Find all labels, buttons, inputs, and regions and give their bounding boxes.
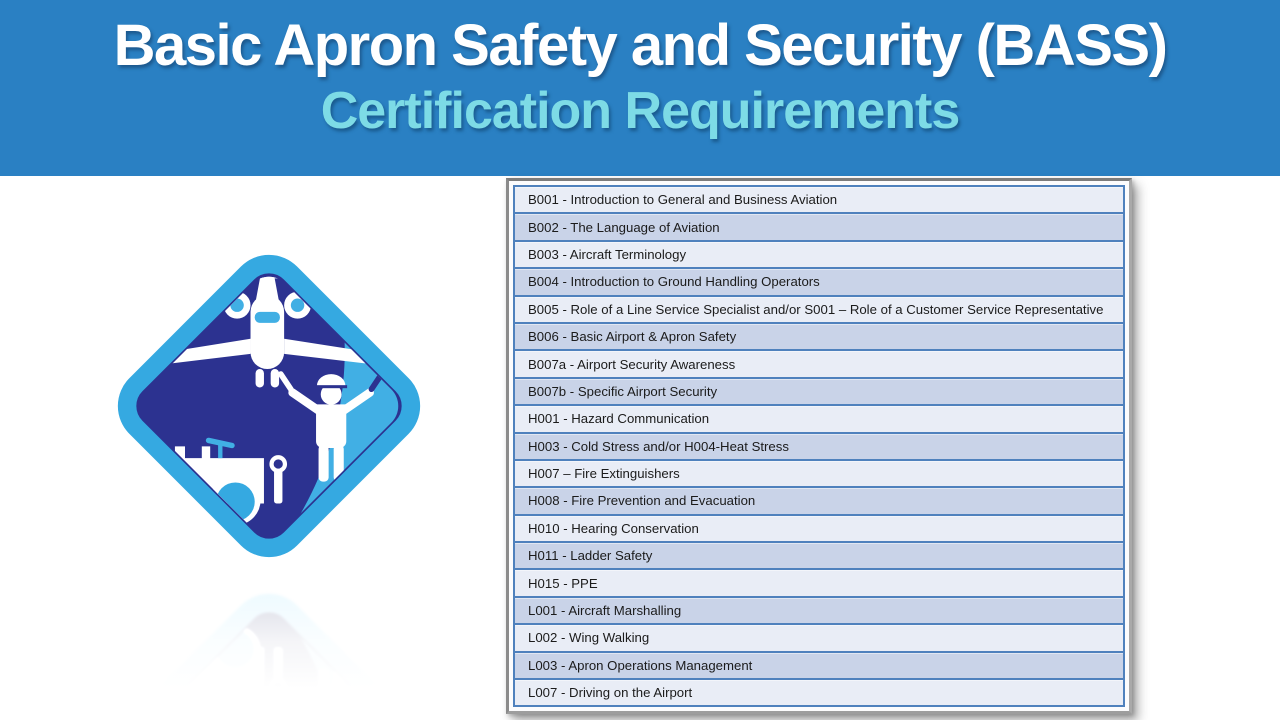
reflection-fade [80, 577, 460, 720]
course-row: H003 - Cold Stress and/or H004-Heat Stress [513, 432, 1125, 461]
course-row: B007a - Airport Security Awareness [513, 349, 1125, 378]
course-row: B004 - Introduction to Ground Handling Operators [513, 267, 1125, 296]
course-row: L001 - Aircraft Marshalling [513, 596, 1125, 625]
course-table [506, 178, 1132, 714]
course-row: H015 - PPE [513, 568, 1125, 597]
course-row: H010 - Hearing Conservation [513, 514, 1125, 543]
header-banner [0, 0, 1280, 176]
course-row: B002 - The Language of Aviation [513, 212, 1125, 241]
course-row: L007 - Driving on the Airport [513, 678, 1125, 707]
course-row: B001 - Introduction to General and Business Aviation [513, 185, 1125, 214]
course-row: B007b - Specific Airport Security [513, 377, 1125, 406]
course-row: H001 - Hazard Communication [513, 404, 1125, 433]
course-row: L003 - Apron Operations Management [513, 651, 1125, 680]
course-row: H011 - Ladder Safety [513, 541, 1125, 570]
slide-subtitle: Certification Requirements [320, 82, 960, 140]
course-row: B005 - Role of a Line Service Specialist and/or S001 – Role of a Customer Service Representative [513, 295, 1125, 324]
course-row: B003 - Aircraft Terminology [513, 240, 1125, 269]
slide-title: Basic Apron Safety and Security (BASS) [113, 13, 1167, 78]
course-row: L002 - Wing Walking [513, 623, 1125, 652]
course-row: H008 - Fire Prevention and Evacuation [513, 486, 1125, 515]
course-row: H007 – Fire Extinguishers [513, 459, 1125, 488]
apron-safety-badge [101, 238, 437, 574]
course-row: B006 - Basic Airport & Apron Safety [513, 322, 1125, 351]
